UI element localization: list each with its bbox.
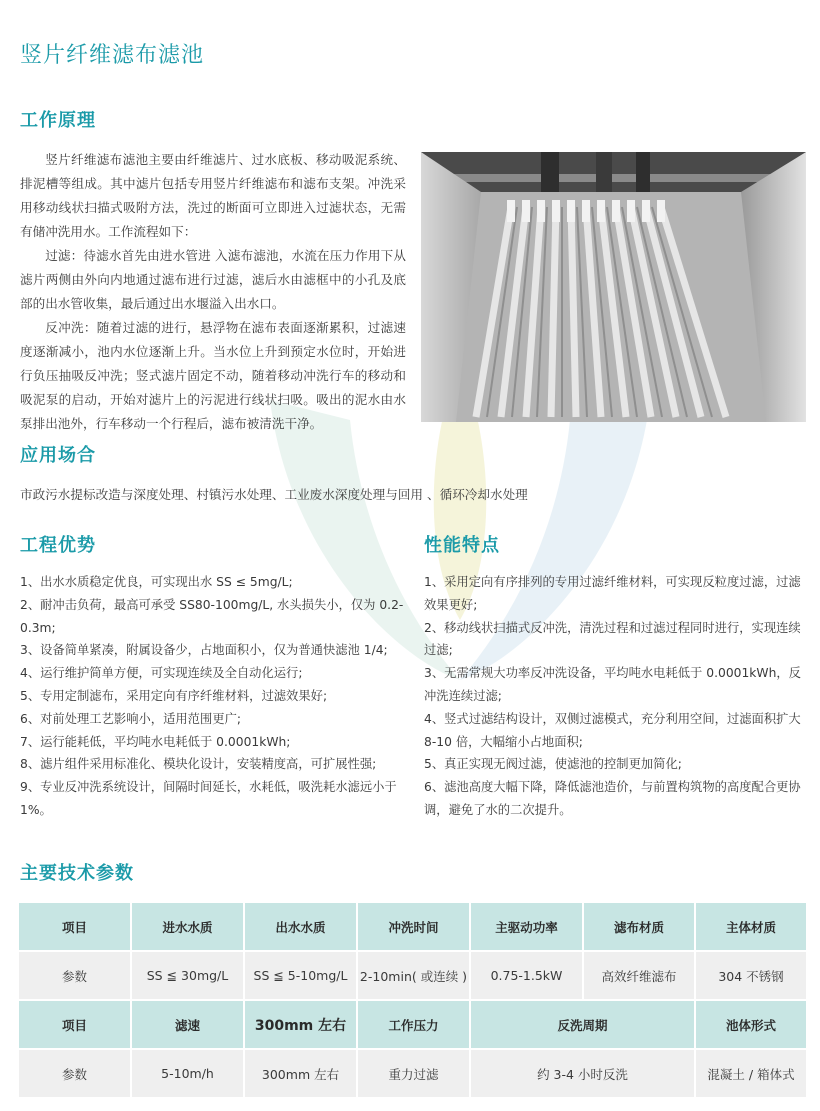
table-cell: 主体材质 bbox=[695, 902, 807, 951]
params-table bbox=[17, 901, 808, 1099]
list-item: 1、出水水质稳定优良，可实现出水 SS ≤ 5mg/L; bbox=[20, 575, 293, 589]
principle-text bbox=[20, 148, 406, 436]
page-title: 竖片纤维滤布滤池 bbox=[20, 43, 205, 68]
table-cell: 工作压力 bbox=[357, 1000, 470, 1049]
params-heading: 主要技术参数 bbox=[20, 863, 134, 884]
applications-text: 市政污水提标改造与深度处理、村镇污水处理、工业废水深度处理与回用 、循环冷却水处理 bbox=[20, 487, 528, 502]
table-cell: 反洗周期 bbox=[470, 1000, 695, 1049]
principle-paragraph: 竖片纤维滤布滤池主要由纤维滤片、过水底板、移动吸泥系统、排泥槽等组成。其中滤片包括专用竖片纤维滤布和滤布支架。冲洗采用移动线状扫描式吸附方法，洗过的断面可立即进入过滤状态，无需有储冲洗用水。工作流程如下： bbox=[20, 152, 406, 239]
table-row bbox=[18, 1049, 807, 1098]
table-cell: 重力过滤 bbox=[357, 1049, 470, 1098]
table-cell: 项目 bbox=[18, 1000, 131, 1049]
features-heading: 性能特点 bbox=[424, 535, 500, 556]
table-cell: 滤速 bbox=[131, 1000, 244, 1049]
list-item: 3、设备简单紧凑，附属设备少，占地面积小，仅为普通快滤池 1/4; bbox=[20, 643, 388, 658]
list-item: 5、真正实现无阀过滤，使滤池的控制更加简化; bbox=[424, 757, 682, 772]
list-item: 6、滤池高度大幅下降，降低滤池造价，与前置构筑物的高度配合更协调，避免了水的二次提升。 bbox=[424, 780, 801, 817]
table-cell: 300mm 左右 bbox=[244, 1049, 357, 1098]
applications-heading: 应用场合 bbox=[20, 445, 96, 466]
table-cell: 5-10m/h bbox=[131, 1049, 244, 1098]
list-item: 3、无需常规大功率反冲洗设备，平均吨水电耗低于 0.0001kWh，反冲洗连续过滤; bbox=[424, 666, 801, 703]
principle-heading: 工作原理 bbox=[20, 110, 96, 131]
advantages-heading: 工程优势 bbox=[20, 535, 96, 556]
principle-paragraph: 过滤：待滤水首先由进水管进 入滤布滤池，水流在压力作用下从滤片两侧由外向内地通过滤布进行过滤，滤后水由滤框中的小孔及底部的出水管收集，最后通过出水堰溢入出水口。 bbox=[20, 248, 406, 311]
table-cell: 300mm 左右 bbox=[244, 1000, 357, 1049]
table-cell: 2-10min( 或连续 ) bbox=[357, 951, 470, 1000]
list-item: 8、滤片组件采用标准化、模块化设计，安装精度高，可扩展性强; bbox=[20, 757, 377, 772]
table-cell: 参数 bbox=[18, 1049, 131, 1098]
table-row bbox=[18, 951, 807, 1000]
table-row bbox=[18, 902, 807, 951]
list-item: 1、采用定向有序排列的专用过滤纤维材料，可实现反粒度过滤，过滤效果更好; bbox=[424, 575, 801, 612]
list-item: 2、移动线状扫描式反冲洗，清洗过程和过滤过程同时进行，实现连续过滤; bbox=[424, 620, 801, 658]
advantages-list bbox=[20, 571, 404, 822]
list-item: 5、专用定制滤布，采用定向有序纤维材料，过滤效果好; bbox=[20, 688, 328, 703]
table-cell: 进水水质 bbox=[131, 902, 244, 951]
table-cell: 高效纤维滤布 bbox=[583, 951, 695, 1000]
table-cell: SS ≦ 5-10mg/L bbox=[244, 951, 357, 1000]
table-cell: 参数 bbox=[18, 951, 131, 1000]
table-cell: 0.75-1.5kW bbox=[470, 951, 583, 1000]
list-item: 9、专业反冲洗系统设计，间隔时间延长，水耗低，吸洗耗水滤远小于 1%。 bbox=[20, 780, 397, 817]
table-cell: SS ≦ 30mg/L bbox=[131, 951, 244, 1000]
table-cell: 冲洗时间 bbox=[357, 902, 470, 951]
list-item: 7、运行能耗低，平均吨水电耗低于 0.0001kWh; bbox=[20, 734, 291, 749]
table-cell: 池体形式 bbox=[695, 1000, 807, 1049]
filter-equipment-photo bbox=[421, 152, 806, 422]
table-cell: 出水水质 bbox=[244, 902, 357, 951]
list-item: 4、运行维护简单方便，可实现连续及全自动化运行; bbox=[20, 666, 303, 681]
features-list bbox=[424, 571, 806, 822]
table-row bbox=[18, 1000, 807, 1049]
table-cell: 304 不锈钢 bbox=[695, 951, 807, 1000]
list-item: 4、竖式过滤结构设计，双侧过滤模式，充分利用空间，过滤面积扩大 8-10 倍，大幅缩小占地面积; bbox=[424, 711, 801, 749]
table-cell: 约 3-4 小时反洗 bbox=[470, 1049, 695, 1098]
list-item: 6、对前处理工艺影响小，适用范围更广; bbox=[20, 711, 242, 726]
table-cell: 滤布材质 bbox=[583, 902, 695, 951]
principle-paragraph: 反冲洗：随着过滤的进行，悬浮物在滤布表面逐渐累积，过滤速度逐渐减小，池内水位逐渐上升。当水位上升到预定水位时，开始进行负压抽吸反冲洗；竖式滤片固定不动，随着移动冲洗行车的移动和吸泥泵的启动，开始对滤片上的污泥进行线状扫吸。吸出的泥水由水泵排出池外，行车移动一个行程后，滤布被清洗干净。 bbox=[20, 320, 406, 431]
table-cell: 混凝土 / 箱体式 bbox=[695, 1049, 807, 1098]
list-item: 2、耐冲击负荷，最高可承受 SS80-100mg/L, 水头损失小，仅为 0.2-0.3m; bbox=[20, 597, 404, 635]
table-cell: 主驱动功率 bbox=[470, 902, 583, 951]
table-cell: 项目 bbox=[18, 902, 131, 951]
